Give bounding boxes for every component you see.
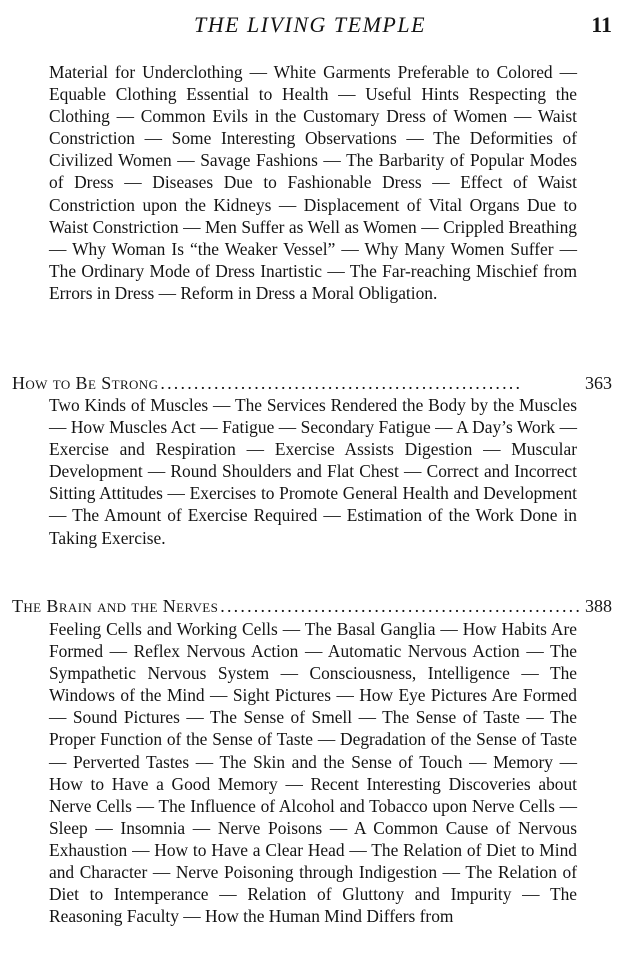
- chapter-page-number: 388: [585, 596, 612, 616]
- chapter-heading-brain: [12, 595, 612, 617]
- running-title: THE LIVING TEMPLE: [193, 12, 427, 37]
- chapter-title: The Brain and the Nerves: [12, 596, 219, 616]
- chapter-title: How to Be Strong: [12, 373, 159, 393]
- chapter-summary: Feeling Cells and Working Cells — The Basal Ganglia — How Habits Are Formed — Reflex Nervous Action — Automatic Nervous Action — The Sympathetic Nervous System — Consciousness, Intelligence — The Windows of the Mind — Sight Pictures — How Eye Pictures Are Formed — Sound Pictures — The Sense of Smell — The Sense of Taste — The Proper Function of the Sense of Taste — Degradation of the Sense of Taste — Perverted Tastes — The Skin and the Sense of Touch — Memory — How to Have a Good Memory — Recent Interesting Discoveries about Nerve Cells — The Influence of Alcohol and Tobacco upon Nerve Cells — Sleep — Insomnia — Nerve Poisons — A Common Cause of Nervous Exhaustion — How to Have a Clear Head — The Relation of Diet to Mind and Character — Nerve Poisoning through Indigestion — The Relation of Diet to Intemperance — Relation of Gluttony and Impurity — The Reasoning Faculty — How the Human Mind Differs from: [49, 619, 577, 927]
- chapter-heading-strong: [12, 372, 612, 394]
- chapter-page-number: 363: [585, 373, 612, 393]
- chapter-summary: Two Kinds of Muscles — The Services Rendered the Body by the Muscles — How Muscles Act — Fatigue — Secondary Fatigue — A Day’s Work — Exercise and Respiration — Exercise Assists Digestion — Muscular Development — Round Shoulders and Flat Chest — Correct and Incorrect Sitting Attitudes — Exercises to Promote General Health and Development — The Amount of Exercise Required — Estimation of the Work Done in Taking Exercise.: [49, 395, 577, 548]
- continued-chapter-summary: Material for Underclothing — White Garments Preferable to Colored — Equable Clothing Essential to Health — Useful Hints Respecting the Clothing — Common Evils in the Customary Dress of Women — Waist Constriction — Some Interesting Observations — The Deformities of Civilized Women — Savage Fashions — The Barbarity of Popular Modes of Dress — Diseases Due to Fashionable Dress — Effect of Waist Constriction upon the Kidneys — Displacement of Vital Organs Due to Waist Constriction — Men Suffer as Well as Women — Crippled Breathing — Why Woman Is “the Weaker Vessel” — Why Many Women Suffer — The Ordinary Mode of Dress Inartistic — The Far-reaching Mischief from Errors in Dress — Reform in Dress a Moral Obligation.: [49, 62, 577, 303]
- page-number: 11: [591, 12, 612, 37]
- dot-leader: ......................................................: [220, 596, 583, 616]
- dot-leader: ......................................................: [160, 373, 523, 393]
